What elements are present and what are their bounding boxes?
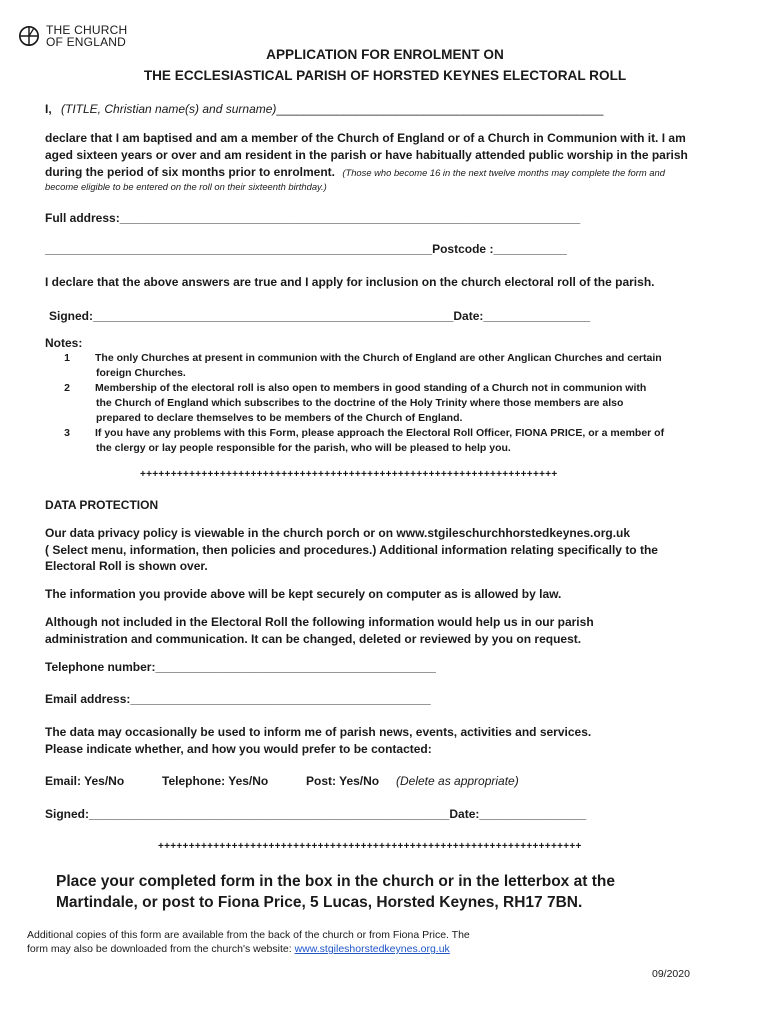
form-title-line-2: THE ECCLESIASTICAL PARISH OF HORSTED KEYNES ELECTORAL ROLL: [143, 68, 627, 83]
notes-heading: Notes:: [45, 336, 83, 350]
signed-label-1: Signed:: [49, 309, 93, 323]
optional-info-line-2: administration and communication. It can be changed, deleted or reviewed by you on request.: [45, 632, 582, 646]
note-item: [50, 381, 740, 426]
signed-label-2: Signed:: [45, 807, 89, 821]
privacy-line-2: ( Select menu, information, then policies and procedures.) Additional information relating specifically to the: [45, 543, 658, 557]
return-instructions-line-2: Martindale, or post to Fiona Price, 5 Lucas, Horsted Keynes, RH17 7BN.: [56, 894, 583, 911]
note-item: [50, 351, 740, 381]
footer-line-2: [27, 942, 450, 957]
email-blank[interactable]: _____________________________________________: [130, 692, 431, 706]
security-statement: The information you provide above will be kept securely on computer as is allowed by law.: [45, 587, 562, 601]
declaration-line-1: declare that I am baptised and am a member of the Church of England or of a Church in Communion with it. I am: [45, 131, 686, 145]
signature-row-2[interactable]: [45, 806, 586, 822]
note-2-line-2: the Church of England which subscribes to the doctrine of the Holy Trinity where those members are also: [96, 397, 624, 409]
name-prefix: I,: [45, 102, 52, 116]
declaration-note-a: (Those who become 16 in the next twelve months may complete the form and: [342, 167, 665, 178]
data-protection-heading: DATA PROTECTION: [45, 498, 159, 512]
return-instructions-line-1: Place your completed form in the box in the church or in the letterbox at the: [56, 873, 615, 890]
postcode-blank[interactable]: ___________: [493, 242, 567, 256]
address-label: Full address:: [45, 211, 120, 225]
contact-telephone-option[interactable]: Telephone: Yes/No: [162, 774, 269, 788]
logo-line-2: OF ENGLAND: [46, 35, 127, 49]
note-3-line-1: If you have any problems with this Form, please approach the Electoral Roll Officer, FIONA PRICE, or a member of: [95, 427, 665, 439]
name-blank[interactable]: _________________________________________________: [276, 102, 604, 116]
contact-post-option[interactable]: Post: Yes/No: [306, 774, 380, 788]
footer-line-2-text: form may also be downloaded from the church's website:: [27, 943, 295, 955]
date-blank-2[interactable]: ________________: [479, 807, 587, 821]
form-title-line-1: APPLICATION FOR ENROLMENT ON: [266, 47, 504, 62]
declaration-note-b: become eligible to be entered on the roll on their sixteenth birthday.): [45, 181, 327, 192]
email-label: Email address:: [45, 692, 131, 706]
logo-line-1: THE CHURCH: [46, 23, 128, 37]
privacy-line-1: Our data privacy policy is viewable in the church porch or on www.stgileschurchhorstedkeynes.org.uk: [45, 526, 631, 540]
name-field[interactable]: [45, 101, 603, 117]
telephone-blank[interactable]: __________________________________________: [155, 660, 436, 674]
declaration-line-2: aged sixteen years or over and am resident in the parish or have habitually attended public worship in the parish: [45, 148, 688, 162]
note-number: 2: [64, 382, 70, 394]
church-cross-icon: [18, 25, 40, 47]
note-1-line-1: The only Churches at present in communion with the Church of England are other Anglican Churches and certain: [95, 352, 662, 364]
notes-list: [50, 351, 740, 456]
footer-line-1: Additional copies of this form are available from the back of the church or from Fiona Price. The: [27, 929, 470, 941]
confirmation-text: I declare that the above answers are true and I apply for inclusion on the church electoral roll of the parish.: [45, 275, 655, 289]
postcode-label: Postcode :: [432, 242, 494, 256]
note-number: 3: [64, 427, 70, 439]
address-blank-1[interactable]: _____________________________________________________________________: [119, 211, 581, 225]
address-field[interactable]: [45, 210, 580, 226]
contact-consent-line-1: The data may occasionally be used to inform me of parish news, events, activities and services.: [45, 725, 592, 739]
declaration-line-3-text: during the period of six months prior to enrolment.: [45, 165, 336, 179]
form-version: 09/2020: [652, 968, 690, 980]
name-hint: (TITLE, Christian name(s) and surname): [61, 102, 277, 116]
email-field[interactable]: [45, 691, 431, 707]
church-of-england-logo: [18, 24, 127, 48]
telephone-label: Telephone number:: [45, 660, 156, 674]
note-2-line-3: prepared to declare themselves to be members of the Church of England.: [96, 412, 463, 424]
contact-hint: (Delete as appropriate): [396, 774, 519, 788]
signed-blank-2[interactable]: ______________________________________________________: [89, 807, 450, 821]
note-number: 1: [64, 352, 70, 364]
separator-line-2: +++++++++++++++++++++++++++++++++++++++++++++++++++++++++++++++++++++: [158, 841, 582, 852]
date-label-2: Date:: [449, 807, 480, 821]
date-blank-1[interactable]: ________________: [483, 309, 591, 323]
date-label-1: Date:: [453, 309, 484, 323]
note-item: [50, 426, 740, 456]
contact-email-option[interactable]: Email: Yes/No: [45, 774, 125, 788]
address-blank-2[interactable]: __________________________________________________________: [45, 242, 433, 256]
telephone-field[interactable]: [45, 659, 436, 675]
signed-blank-1[interactable]: ______________________________________________________: [93, 309, 454, 323]
website-link[interactable]: www.stgileshorstedkeynes.org.uk: [294, 943, 450, 955]
note-3-line-2: the clergy or lay people responsible for the parish, who will be pleased to help you.: [96, 442, 511, 454]
note-1-line-2: foreign Churches.: [96, 367, 186, 379]
signature-row-1[interactable]: [49, 308, 590, 324]
address-line-2[interactable]: [45, 241, 567, 257]
privacy-line-3: Electoral Roll is shown over.: [45, 559, 208, 573]
separator-line: ++++++++++++++++++++++++++++++++++++++++++++++++++++++++++++++++++++: [140, 469, 558, 480]
optional-info-line-1: Although not included in the Electoral Roll the following information would help us in our parish: [45, 615, 594, 629]
note-2-line-1: Membership of the electoral roll is also open to members in good standing of a Church not in communion with: [95, 382, 647, 394]
contact-consent-line-2: Please indicate whether, and how you would prefer to be contacted:: [45, 742, 432, 756]
